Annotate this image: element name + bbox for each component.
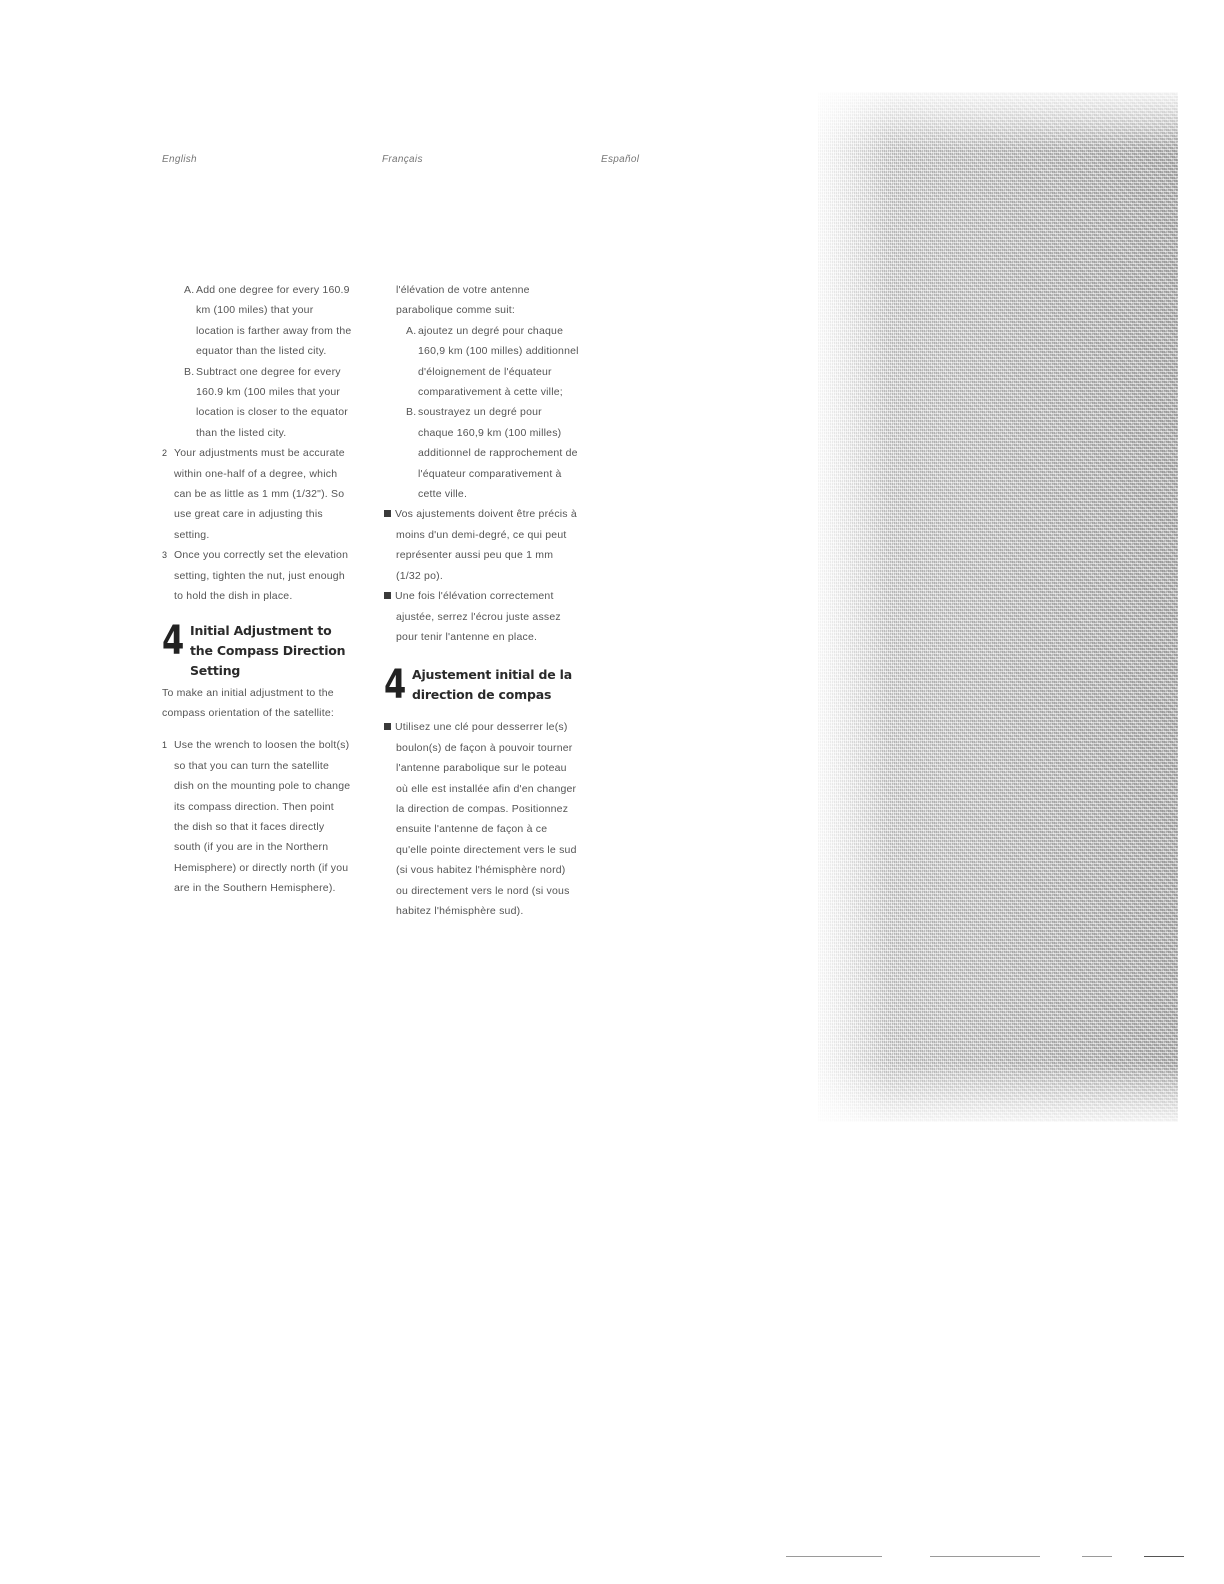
- english-intro: To make an initial adjustment to the compass orientation of the satellite:: [162, 686, 334, 719]
- english-item-a: [162, 280, 352, 362]
- scan-mark: [1082, 1556, 1112, 1557]
- english-step-2: [162, 443, 352, 545]
- scanned-texture-fade-bottom: [818, 1062, 1178, 1122]
- header-english: English: [162, 154, 197, 165]
- scanned-texture-fade-left: [818, 92, 888, 1122]
- header-spanish: Español: [601, 154, 640, 165]
- french-step-2: [384, 504, 580, 586]
- english-step-1-text: Use the wrench to loosen the bolt(s) so that you can turn the satellite dish on the mounting pole to change its compass direction. Then point the dish so that it faces directly south (if you are in the Northern Hemisphere) or directly north (if you are in the Southern Hemisphere).: [174, 739, 351, 895]
- french-step-3-text: Une fois l'élévation correctement ajustée, serrez l'écrou juste assez pour tenir l'antenne en place.: [395, 590, 561, 643]
- english-step-3: [162, 545, 352, 606]
- english-step-3-marker: 3: [162, 550, 168, 561]
- french-step-2-text: Vos ajustements doivent être précis à moins d'un demi-degré, ce qui peut représenter aussi peu que 1 mm (1/32 po).: [395, 508, 577, 582]
- french-item-a-marker: A.: [406, 324, 417, 337]
- french-item-a-text: ajoutez un degré pour chaque 160,9 km (100 milles) additionnel d'éloignement de l'équateur comparativement à cette ville;: [418, 324, 579, 399]
- french-step-1: [384, 717, 580, 921]
- english-step-1-marker: 1: [162, 740, 168, 751]
- scan-mark: [1144, 1556, 1184, 1557]
- french-section-heading: [384, 662, 580, 709]
- scanned-texture-fade-top: [818, 92, 1178, 152]
- french-step-3-square-icon: [384, 592, 391, 599]
- french-step-1-square-icon: [384, 723, 391, 730]
- english-item-b-text: Subtract one degree for every 160.9 km (100 miles that your location is closer to the equator than the listed city.: [196, 365, 348, 439]
- french-step-2-square-icon: [384, 510, 391, 517]
- french-step-3: [384, 586, 580, 647]
- french-column: [384, 280, 580, 921]
- french-section-number: 4: [384, 662, 407, 709]
- french-item-b: [384, 402, 580, 504]
- header-french: Français: [382, 154, 423, 165]
- english-step-3-text: Once you correctly set the elevation setting, tighten the nut, just enough to hold the dish in place.: [174, 549, 349, 603]
- english-item-b: [162, 362, 352, 444]
- english-item-a-marker: A.: [184, 284, 195, 296]
- french-item-a: [384, 321, 580, 403]
- french-section-title: Ajustement initial de la direction de compas: [412, 667, 572, 703]
- english-item-b-marker: B.: [184, 365, 195, 378]
- french-intro-cont: l'élévation de votre antenne parabolique comme suit:: [396, 284, 530, 317]
- french-item-b-text: soustrayez un degré pour chaque 160,9 km (100 milles) additionnel de rapprochement de l'équateur comparativement à cette ville.: [418, 406, 578, 501]
- english-step-2-marker: 2: [162, 448, 168, 459]
- english-column: [162, 280, 352, 899]
- french-step-1-text: Utilisez une clé pour desserrer le(s) boulon(s) de façon à pouvoir tourner l'antenne parabolique sur le poteau où elle est installée afin d'en changer la direction de compas. Positionnez ensuite l'antenne de façon à ce qu'elle pointe directement vers le sud (si vous habitez l'hémisphère nord) ou directement vers le nord (si vous habitez l'hémisphère sud).: [395, 721, 577, 917]
- english-step-2-text: Your adjustments must be accurate within one-half of a degree, which can be as little as 1 mm (1/32"). So use great care in adjusting this setting.: [174, 447, 345, 541]
- english-section-heading: [162, 617, 352, 681]
- english-section-title: Initial Adjustment to the Compass Direction Setting: [190, 622, 346, 678]
- french-item-b-marker: B.: [406, 406, 417, 419]
- scan-mark: [930, 1556, 1040, 1557]
- english-item-a-text: Add one degree for every 160.9 km (100 miles) that your location is farther away from the equator than the listed city.: [196, 284, 352, 358]
- scan-mark: [786, 1556, 882, 1557]
- english-step-1: [162, 735, 352, 898]
- english-section-number: 4: [162, 617, 185, 664]
